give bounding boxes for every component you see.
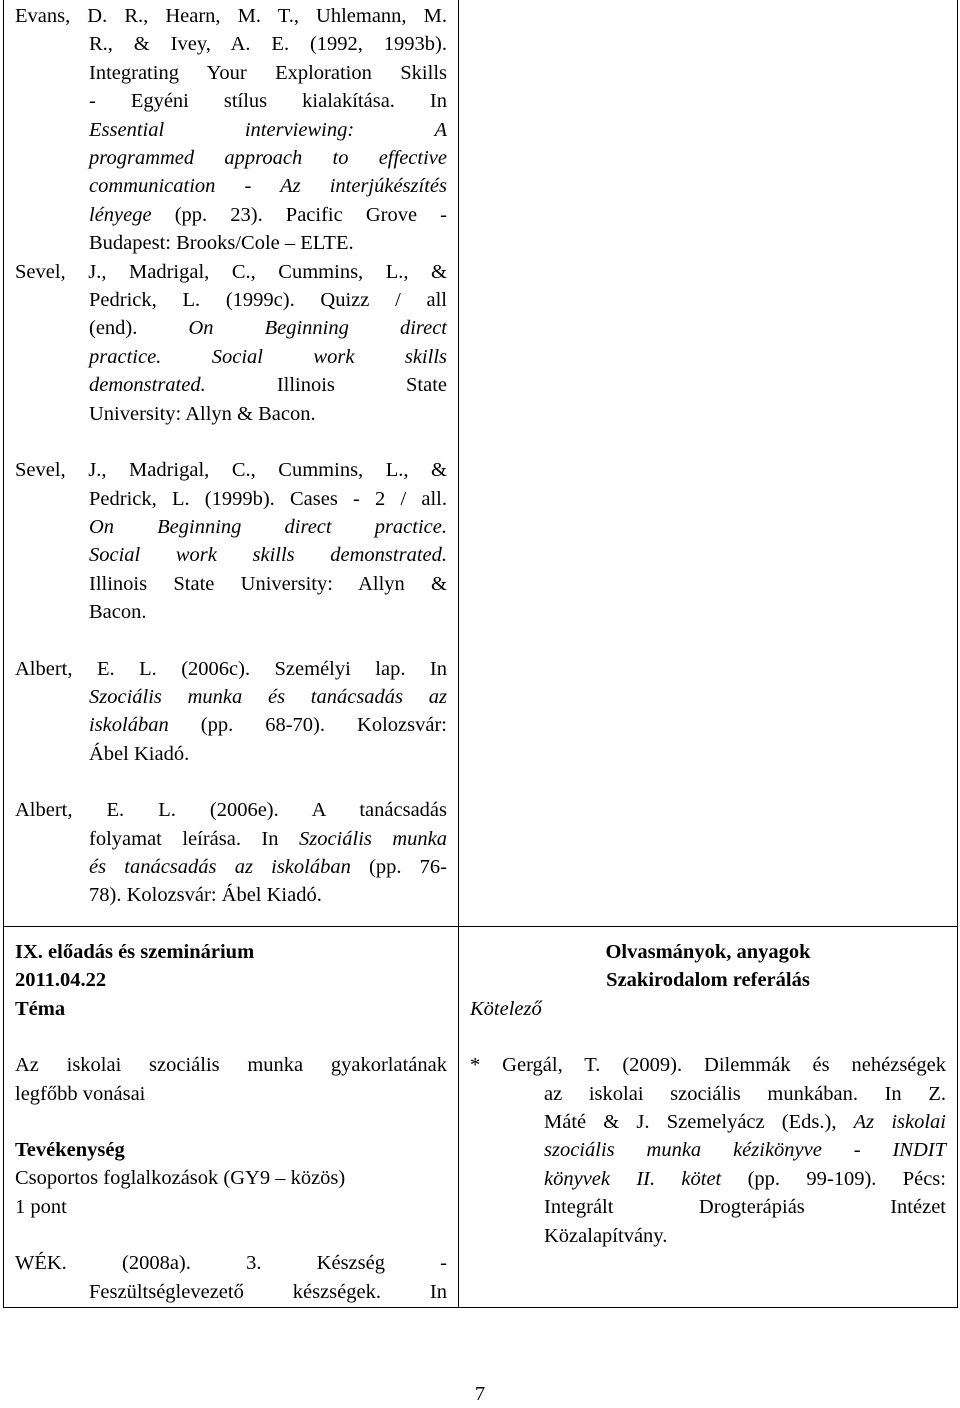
reference-line: Albert, E. L. (2006e). A tanácsadás — [15, 799, 447, 822]
reference-line: Essential interviewing: A — [89, 118, 447, 141]
reference-line: (end). On Beginning direct — [89, 317, 447, 340]
tema-text-line-2: legfőbb vonásai — [15, 1082, 146, 1105]
reference-line: University: Allyn & Bacon. — [89, 402, 316, 425]
reference-entry — [15, 655, 447, 769]
wek-line-2: Feszültséglevezető készségek. In — [89, 1280, 447, 1303]
activity-label: Tevékenység — [15, 1139, 125, 1162]
points-text: 1 pont — [15, 1195, 67, 1218]
reference-line: Szociális munka és tanácsadás az — [89, 685, 447, 708]
reading-line: az iskolai szociális munkában. In Z. — [544, 1082, 946, 1105]
readings-cell — [470, 938, 946, 1250]
reference-line: Bacon. — [89, 601, 147, 624]
tema-label: Téma — [15, 997, 66, 1020]
reference-entry — [15, 2, 447, 258]
reading-line: szociális munka kézikönyve - INDIT — [544, 1139, 946, 1162]
reference-line: iskolában (pp. 68-70). Kolozsvár: — [89, 714, 447, 737]
reading-line: * Gergál, T. (2009). Dilemmák és nehézségek — [470, 1054, 946, 1077]
reference-line: Budapest: Brooks/Cole – ELTE. — [89, 232, 354, 255]
reference-line: Illinois State University: Allyn & — [89, 572, 447, 595]
table-border-right — [957, 0, 958, 1308]
lecture-cell — [15, 938, 447, 1306]
readings-heading-1: Olvasmányok, anyagok — [605, 941, 811, 963]
reference-entry — [15, 796, 447, 910]
wek-line-1: WÉK. (2008a). 3. Készség - — [15, 1252, 447, 1275]
reference-line: folyamat leírása. In Szociális munka — [89, 827, 448, 850]
tema-text-line-1: Az iskolai szociális munka gyakorlatának — [15, 1054, 447, 1077]
reference-line: R., & Ivey, A. E. (1992, 1993b). — [89, 33, 447, 56]
reference-line: practice. Social work skills — [89, 345, 447, 368]
table-border-middle — [458, 0, 459, 1308]
reference-line: On Beginning direct practice. — [89, 515, 447, 538]
reference-line: Ábel Kiadó. — [89, 742, 190, 765]
reference-line: Pedrick, L. (1999c). Quizz / all — [89, 289, 447, 312]
reference-line: Social work skills demonstrated. — [89, 544, 447, 567]
reference-line: - Egyéni stílus kialakítása. In — [89, 90, 447, 113]
reading-line: Integrált Drogterápiás Intézet — [544, 1196, 946, 1219]
reference-line: programmed approach to effective — [89, 147, 447, 170]
reference-line: Integrating Your Exploration Skills — [89, 61, 447, 84]
table-border-left — [3, 0, 4, 1308]
reference-line: Sevel, J., Madrigal, C., Cummins, L., & — [15, 260, 447, 283]
reference-line: Pedrick, L. (1999b). Cases - 2 / all. — [89, 487, 447, 510]
reading-line: Máté & J. Szemelyácz (Eds.), Az iskolai — [544, 1111, 946, 1134]
reference-line: Albert, E. L. (2006c). Személyi lap. In — [15, 657, 447, 680]
table-row-divider — [3, 926, 958, 927]
activity-text: Csoportos foglalkozások (GY9 – közös) — [15, 1167, 346, 1190]
references-cell — [15, 2, 447, 910]
table-border-bottom — [3, 1307, 958, 1308]
reading-line: könyvek II. kötet (pp. 99-109). Pécs: — [544, 1167, 946, 1190]
lecture-title: IX. előadás és szeminárium — [15, 941, 255, 963]
reference-line: és tanácsadás az iskolában (pp. 76- — [89, 855, 447, 878]
readings-item — [470, 1051, 946, 1250]
reference-entry — [15, 258, 447, 428]
reference-entry — [15, 456, 447, 626]
readings-heading-2: Szakirodalom referálás — [606, 969, 810, 992]
reference-line: Evans, D. R., Hearn, M. T., Uhlemann, M. — [15, 5, 447, 27]
reference-line: demonstrated. Illinois State — [89, 374, 447, 397]
reading-line: Közalapítvány. — [544, 1224, 668, 1247]
reference-line: lényege (pp. 23). Pacific Grove - — [89, 203, 447, 226]
kotelezo-label: Kötelező — [470, 997, 542, 1020]
reference-line: 78). Kolozsvár: Ábel Kiadó. — [89, 884, 322, 907]
lecture-date: 2011.04.22 — [15, 969, 107, 992]
reference-line: communication - Az interjúkészítés — [89, 175, 447, 198]
reference-line: Sevel, J., Madrigal, C., Cummins, L., & — [15, 459, 447, 482]
page-number: 7 — [474, 1383, 486, 1405]
